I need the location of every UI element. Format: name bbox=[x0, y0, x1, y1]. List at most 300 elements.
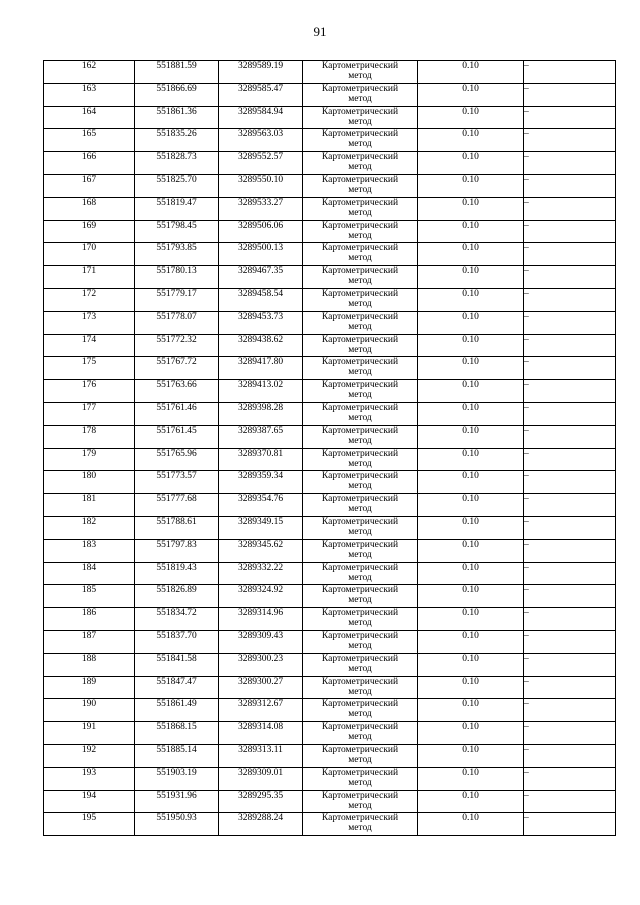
table-row bbox=[44, 448, 616, 471]
table-row bbox=[44, 767, 616, 790]
accuracy-cell: 0.10 bbox=[418, 744, 524, 767]
point-number-cell: 188 bbox=[44, 653, 135, 676]
note-cell: – bbox=[524, 83, 616, 106]
method-line-1: Картометрический bbox=[321, 106, 399, 117]
x-coordinate-cell: 551773.57 bbox=[135, 471, 219, 494]
x-coordinate-cell: 551763.66 bbox=[135, 380, 219, 403]
table-row bbox=[44, 539, 616, 562]
point-number-cell: 162 bbox=[44, 61, 135, 84]
x-coordinate-cell: 551778.07 bbox=[135, 311, 219, 334]
method-line-2: метод bbox=[348, 253, 372, 264]
accuracy-cell: 0.10 bbox=[418, 539, 524, 562]
accuracy-cell: 0.10 bbox=[418, 471, 524, 494]
point-number-cell: 176 bbox=[44, 380, 135, 403]
method-cell bbox=[303, 129, 418, 152]
method-line-1: Картометрический bbox=[321, 653, 399, 664]
note-cell: – bbox=[524, 425, 616, 448]
x-coordinate-cell: 551885.14 bbox=[135, 744, 219, 767]
method-line-1: Картометрический bbox=[321, 471, 399, 482]
method-line-1: Картометрический bbox=[321, 61, 399, 71]
method-line-2: метод bbox=[348, 276, 372, 287]
y-coordinate-cell: 3289438.62 bbox=[219, 334, 303, 357]
x-coordinate-cell: 551837.70 bbox=[135, 630, 219, 653]
accuracy-cell: 0.10 bbox=[418, 197, 524, 220]
method-cell bbox=[303, 83, 418, 106]
point-number-cell: 168 bbox=[44, 197, 135, 220]
x-coordinate-cell: 551861.49 bbox=[135, 699, 219, 722]
method-line-2: метод bbox=[348, 93, 372, 104]
y-coordinate-cell: 3289506.06 bbox=[219, 220, 303, 243]
accuracy-cell: 0.10 bbox=[418, 676, 524, 699]
table-row bbox=[44, 699, 616, 722]
note-cell: – bbox=[524, 380, 616, 403]
note-cell: – bbox=[524, 608, 616, 631]
x-coordinate-cell: 551903.19 bbox=[135, 767, 219, 790]
method-cell bbox=[303, 608, 418, 631]
method-line-2: метод bbox=[348, 823, 372, 834]
point-number-cell: 190 bbox=[44, 699, 135, 722]
point-number-cell: 193 bbox=[44, 767, 135, 790]
y-coordinate-cell: 3289458.54 bbox=[219, 288, 303, 311]
point-number-cell: 192 bbox=[44, 744, 135, 767]
method-line-1: Картометрический bbox=[321, 813, 399, 824]
coordinates-table-body bbox=[44, 61, 616, 836]
accuracy-cell: 0.10 bbox=[418, 425, 524, 448]
note-cell: – bbox=[524, 767, 616, 790]
accuracy-cell: 0.10 bbox=[418, 266, 524, 289]
y-coordinate-cell: 3289288.24 bbox=[219, 813, 303, 836]
table-row bbox=[44, 608, 616, 631]
x-coordinate-cell: 551793.85 bbox=[135, 243, 219, 266]
method-line-1: Картометрический bbox=[321, 516, 399, 527]
y-coordinate-cell: 3289332.22 bbox=[219, 562, 303, 585]
method-line-2: метод bbox=[348, 526, 372, 537]
method-cell bbox=[303, 243, 418, 266]
y-coordinate-cell: 3289314.96 bbox=[219, 608, 303, 631]
accuracy-cell: 0.10 bbox=[418, 767, 524, 790]
method-line-1: Картометрический bbox=[321, 539, 399, 550]
accuracy-cell: 0.10 bbox=[418, 813, 524, 836]
note-cell: – bbox=[524, 676, 616, 699]
method-line-2: метод bbox=[348, 777, 372, 788]
method-line-1: Картометрический bbox=[321, 608, 399, 619]
y-coordinate-cell: 3289398.28 bbox=[219, 402, 303, 425]
accuracy-cell: 0.10 bbox=[418, 630, 524, 653]
method-line-1: Картометрический bbox=[321, 699, 399, 710]
page-number: 91 bbox=[313, 24, 327, 39]
method-cell bbox=[303, 334, 418, 357]
accuracy-cell: 0.10 bbox=[418, 152, 524, 175]
note-cell: – bbox=[524, 266, 616, 289]
method-cell bbox=[303, 790, 418, 813]
method-line-2: метод bbox=[348, 412, 372, 423]
x-coordinate-cell: 551779.17 bbox=[135, 288, 219, 311]
point-number-cell: 171 bbox=[44, 266, 135, 289]
method-line-2: метод bbox=[348, 754, 372, 765]
method-line-1: Картометрический bbox=[321, 402, 399, 413]
y-coordinate-cell: 3289552.57 bbox=[219, 152, 303, 175]
x-coordinate-cell: 551761.46 bbox=[135, 402, 219, 425]
accuracy-cell: 0.10 bbox=[418, 61, 524, 84]
table-row bbox=[44, 106, 616, 129]
method-cell bbox=[303, 676, 418, 699]
method-line-2: метод bbox=[348, 298, 372, 309]
point-number-cell: 173 bbox=[44, 311, 135, 334]
note-cell: – bbox=[524, 471, 616, 494]
x-coordinate-cell: 551777.68 bbox=[135, 494, 219, 517]
table-row bbox=[44, 83, 616, 106]
y-coordinate-cell: 3289300.23 bbox=[219, 653, 303, 676]
table-row bbox=[44, 402, 616, 425]
method-line-1: Картометрический bbox=[321, 676, 399, 687]
point-number-cell: 184 bbox=[44, 562, 135, 585]
method-line-2: метод bbox=[348, 344, 372, 355]
point-number-cell: 182 bbox=[44, 516, 135, 539]
table-row bbox=[44, 61, 616, 84]
method-cell bbox=[303, 220, 418, 243]
y-coordinate-cell: 3289417.80 bbox=[219, 357, 303, 380]
point-number-cell: 181 bbox=[44, 494, 135, 517]
method-cell bbox=[303, 266, 418, 289]
table-row bbox=[44, 288, 616, 311]
table-row bbox=[44, 425, 616, 448]
y-coordinate-cell: 3289354.76 bbox=[219, 494, 303, 517]
method-line-2: метод bbox=[348, 230, 372, 241]
method-line-1: Картометрический bbox=[321, 174, 399, 185]
point-number-cell: 164 bbox=[44, 106, 135, 129]
point-number-cell: 194 bbox=[44, 790, 135, 813]
point-number-cell: 174 bbox=[44, 334, 135, 357]
method-line-1: Картометрический bbox=[321, 357, 399, 368]
method-line-2: метод bbox=[348, 458, 372, 469]
y-coordinate-cell: 3289589.19 bbox=[219, 61, 303, 84]
accuracy-cell: 0.10 bbox=[418, 357, 524, 380]
method-line-1: Картометрический bbox=[321, 129, 399, 140]
method-line-2: метод bbox=[348, 732, 372, 743]
method-line-1: Картометрический bbox=[321, 630, 399, 641]
point-number-cell: 185 bbox=[44, 585, 135, 608]
point-number-cell: 180 bbox=[44, 471, 135, 494]
note-cell: – bbox=[524, 152, 616, 175]
method-cell bbox=[303, 380, 418, 403]
x-coordinate-cell: 551841.58 bbox=[135, 653, 219, 676]
method-line-2: метод bbox=[348, 686, 372, 697]
method-line-2: метод bbox=[348, 71, 372, 81]
note-cell: – bbox=[524, 722, 616, 745]
x-coordinate-cell: 551834.72 bbox=[135, 608, 219, 631]
note-cell: – bbox=[524, 220, 616, 243]
method-line-2: метод bbox=[348, 504, 372, 515]
y-coordinate-cell: 3289309.43 bbox=[219, 630, 303, 653]
table-row bbox=[44, 744, 616, 767]
y-coordinate-cell: 3289467.35 bbox=[219, 266, 303, 289]
point-number-cell: 178 bbox=[44, 425, 135, 448]
x-coordinate-cell: 551765.96 bbox=[135, 448, 219, 471]
accuracy-cell: 0.10 bbox=[418, 243, 524, 266]
y-coordinate-cell: 3289324.92 bbox=[219, 585, 303, 608]
method-line-1: Картометрический bbox=[321, 266, 399, 277]
method-line-2: метод bbox=[348, 184, 372, 195]
method-cell bbox=[303, 630, 418, 653]
point-number-cell: 189 bbox=[44, 676, 135, 699]
point-number-cell: 166 bbox=[44, 152, 135, 175]
method-cell bbox=[303, 516, 418, 539]
method-line-2: метод bbox=[348, 139, 372, 150]
method-line-2: метод bbox=[348, 435, 372, 446]
method-line-2: метод bbox=[348, 481, 372, 492]
y-coordinate-cell: 3289312.67 bbox=[219, 699, 303, 722]
method-cell bbox=[303, 722, 418, 745]
method-cell bbox=[303, 585, 418, 608]
table-row bbox=[44, 334, 616, 357]
note-cell: – bbox=[524, 516, 616, 539]
method-line-2: метод bbox=[348, 595, 372, 606]
method-line-1: Картометрический bbox=[321, 722, 399, 733]
method-line-2: метод bbox=[348, 709, 372, 720]
y-coordinate-cell: 3289533.27 bbox=[219, 197, 303, 220]
y-coordinate-cell: 3289387.65 bbox=[219, 425, 303, 448]
y-coordinate-cell: 3289453.73 bbox=[219, 311, 303, 334]
note-cell: – bbox=[524, 174, 616, 197]
accuracy-cell: 0.10 bbox=[418, 311, 524, 334]
table-row bbox=[44, 790, 616, 813]
y-coordinate-cell: 3289500.13 bbox=[219, 243, 303, 266]
point-number-cell: 165 bbox=[44, 129, 135, 152]
table-row bbox=[44, 380, 616, 403]
point-number-cell: 167 bbox=[44, 174, 135, 197]
method-line-1: Картометрический bbox=[321, 197, 399, 208]
x-coordinate-cell: 551881.59 bbox=[135, 61, 219, 84]
method-cell bbox=[303, 494, 418, 517]
accuracy-cell: 0.10 bbox=[418, 129, 524, 152]
table-row bbox=[44, 585, 616, 608]
accuracy-cell: 0.10 bbox=[418, 448, 524, 471]
point-number-cell: 170 bbox=[44, 243, 135, 266]
method-cell bbox=[303, 61, 418, 84]
method-line-2: метод bbox=[348, 663, 372, 674]
accuracy-cell: 0.10 bbox=[418, 653, 524, 676]
y-coordinate-cell: 3289563.03 bbox=[219, 129, 303, 152]
table-row bbox=[44, 471, 616, 494]
x-coordinate-cell: 551788.61 bbox=[135, 516, 219, 539]
note-cell: – bbox=[524, 129, 616, 152]
method-cell bbox=[303, 744, 418, 767]
x-coordinate-cell: 551772.32 bbox=[135, 334, 219, 357]
table-row bbox=[44, 220, 616, 243]
table-row bbox=[44, 676, 616, 699]
accuracy-cell: 0.10 bbox=[418, 106, 524, 129]
method-line-2: метод bbox=[348, 390, 372, 401]
method-line-1: Картометрический bbox=[321, 311, 399, 322]
method-line-2: метод bbox=[348, 549, 372, 560]
note-cell: – bbox=[524, 494, 616, 517]
method-line-1: Картометрический bbox=[321, 334, 399, 345]
note-cell: – bbox=[524, 357, 616, 380]
coordinates-table bbox=[43, 60, 616, 836]
method-cell bbox=[303, 152, 418, 175]
method-line-1: Картометрический bbox=[321, 243, 399, 254]
method-line-1: Картометрический bbox=[321, 790, 399, 801]
accuracy-cell: 0.10 bbox=[418, 380, 524, 403]
note-cell: – bbox=[524, 539, 616, 562]
accuracy-cell: 0.10 bbox=[418, 174, 524, 197]
method-line-2: метод bbox=[348, 116, 372, 127]
method-line-2: метод bbox=[348, 572, 372, 583]
note-cell: – bbox=[524, 402, 616, 425]
note-cell: – bbox=[524, 197, 616, 220]
note-cell: – bbox=[524, 744, 616, 767]
method-cell bbox=[303, 448, 418, 471]
point-number-cell: 177 bbox=[44, 402, 135, 425]
accuracy-cell: 0.10 bbox=[418, 562, 524, 585]
x-coordinate-cell: 551861.36 bbox=[135, 106, 219, 129]
x-coordinate-cell: 551835.26 bbox=[135, 129, 219, 152]
method-line-1: Картометрический bbox=[321, 494, 399, 505]
note-cell: – bbox=[524, 653, 616, 676]
x-coordinate-cell: 551797.83 bbox=[135, 539, 219, 562]
note-cell: – bbox=[524, 630, 616, 653]
method-line-1: Картометрический bbox=[321, 562, 399, 573]
note-cell: – bbox=[524, 288, 616, 311]
table-row bbox=[44, 174, 616, 197]
y-coordinate-cell: 3289359.34 bbox=[219, 471, 303, 494]
accuracy-cell: 0.10 bbox=[418, 608, 524, 631]
method-line-2: метод bbox=[348, 618, 372, 629]
y-coordinate-cell: 3289300.27 bbox=[219, 676, 303, 699]
accuracy-cell: 0.10 bbox=[418, 402, 524, 425]
x-coordinate-cell: 551868.15 bbox=[135, 722, 219, 745]
table-row bbox=[44, 129, 616, 152]
method-cell bbox=[303, 767, 418, 790]
note-cell: – bbox=[524, 106, 616, 129]
y-coordinate-cell: 3289349.15 bbox=[219, 516, 303, 539]
note-cell: – bbox=[524, 334, 616, 357]
x-coordinate-cell: 551798.45 bbox=[135, 220, 219, 243]
accuracy-cell: 0.10 bbox=[418, 516, 524, 539]
y-coordinate-cell: 3289313.11 bbox=[219, 744, 303, 767]
method-line-2: метод bbox=[348, 321, 372, 332]
method-cell bbox=[303, 539, 418, 562]
table-row bbox=[44, 197, 616, 220]
point-number-cell: 186 bbox=[44, 608, 135, 631]
table-row bbox=[44, 311, 616, 334]
method-line-2: метод bbox=[348, 162, 372, 173]
method-line-1: Картометрический bbox=[321, 448, 399, 459]
table-row bbox=[44, 243, 616, 266]
note-cell: – bbox=[524, 311, 616, 334]
table-row bbox=[44, 516, 616, 539]
y-coordinate-cell: 3289550.10 bbox=[219, 174, 303, 197]
method-line-1: Картометрический bbox=[321, 220, 399, 231]
table-row bbox=[44, 653, 616, 676]
accuracy-cell: 0.10 bbox=[418, 83, 524, 106]
table-row bbox=[44, 630, 616, 653]
x-coordinate-cell: 551950.93 bbox=[135, 813, 219, 836]
accuracy-cell: 0.10 bbox=[418, 334, 524, 357]
accuracy-cell: 0.10 bbox=[418, 220, 524, 243]
accuracy-cell: 0.10 bbox=[418, 585, 524, 608]
method-line-1: Картометрический bbox=[321, 744, 399, 755]
x-coordinate-cell: 551828.73 bbox=[135, 152, 219, 175]
y-coordinate-cell: 3289295.35 bbox=[219, 790, 303, 813]
note-cell: – bbox=[524, 585, 616, 608]
x-coordinate-cell: 551767.72 bbox=[135, 357, 219, 380]
method-cell bbox=[303, 402, 418, 425]
point-number-cell: 172 bbox=[44, 288, 135, 311]
method-cell bbox=[303, 699, 418, 722]
y-coordinate-cell: 3289345.62 bbox=[219, 539, 303, 562]
method-line-1: Картометрический bbox=[321, 767, 399, 778]
method-line-2: метод bbox=[348, 207, 372, 218]
x-coordinate-cell: 551761.45 bbox=[135, 425, 219, 448]
accuracy-cell: 0.10 bbox=[418, 288, 524, 311]
note-cell: – bbox=[524, 813, 616, 836]
table-row bbox=[44, 494, 616, 517]
x-coordinate-cell: 551825.70 bbox=[135, 174, 219, 197]
method-line-2: метод bbox=[348, 367, 372, 378]
x-coordinate-cell: 551931.96 bbox=[135, 790, 219, 813]
point-number-cell: 169 bbox=[44, 220, 135, 243]
x-coordinate-cell: 551819.43 bbox=[135, 562, 219, 585]
method-cell bbox=[303, 425, 418, 448]
x-coordinate-cell: 551847.47 bbox=[135, 676, 219, 699]
y-coordinate-cell: 3289309.01 bbox=[219, 767, 303, 790]
point-number-cell: 179 bbox=[44, 448, 135, 471]
table-row bbox=[44, 562, 616, 585]
point-number-cell: 175 bbox=[44, 357, 135, 380]
method-cell bbox=[303, 174, 418, 197]
accuracy-cell: 0.10 bbox=[418, 494, 524, 517]
note-cell: – bbox=[524, 699, 616, 722]
method-line-1: Картометрический bbox=[321, 152, 399, 163]
table-row bbox=[44, 152, 616, 175]
note-cell: – bbox=[524, 790, 616, 813]
method-cell bbox=[303, 288, 418, 311]
y-coordinate-cell: 3289314.08 bbox=[219, 722, 303, 745]
method-cell bbox=[303, 311, 418, 334]
point-number-cell: 195 bbox=[44, 813, 135, 836]
x-coordinate-cell: 551780.13 bbox=[135, 266, 219, 289]
y-coordinate-cell: 3289413.02 bbox=[219, 380, 303, 403]
note-cell: – bbox=[524, 448, 616, 471]
table-row bbox=[44, 266, 616, 289]
x-coordinate-cell: 551826.89 bbox=[135, 585, 219, 608]
point-number-cell: 191 bbox=[44, 722, 135, 745]
note-cell: – bbox=[524, 562, 616, 585]
method-line-1: Картометрический bbox=[321, 83, 399, 94]
method-cell bbox=[303, 471, 418, 494]
note-cell: – bbox=[524, 243, 616, 266]
accuracy-cell: 0.10 bbox=[418, 699, 524, 722]
point-number-cell: 187 bbox=[44, 630, 135, 653]
method-line-1: Картометрический bbox=[321, 425, 399, 436]
method-line-1: Картометрический bbox=[321, 288, 399, 299]
method-cell bbox=[303, 653, 418, 676]
method-cell bbox=[303, 357, 418, 380]
method-cell bbox=[303, 813, 418, 836]
y-coordinate-cell: 3289585.47 bbox=[219, 83, 303, 106]
y-coordinate-cell: 3289370.81 bbox=[219, 448, 303, 471]
x-coordinate-cell: 551819.47 bbox=[135, 197, 219, 220]
method-line-2: метод bbox=[348, 800, 372, 811]
x-coordinate-cell: 551866.69 bbox=[135, 83, 219, 106]
table-row bbox=[44, 357, 616, 380]
table-row bbox=[44, 722, 616, 745]
accuracy-cell: 0.10 bbox=[418, 790, 524, 813]
point-number-cell: 183 bbox=[44, 539, 135, 562]
method-line-2: метод bbox=[348, 640, 372, 651]
accuracy-cell: 0.10 bbox=[418, 722, 524, 745]
